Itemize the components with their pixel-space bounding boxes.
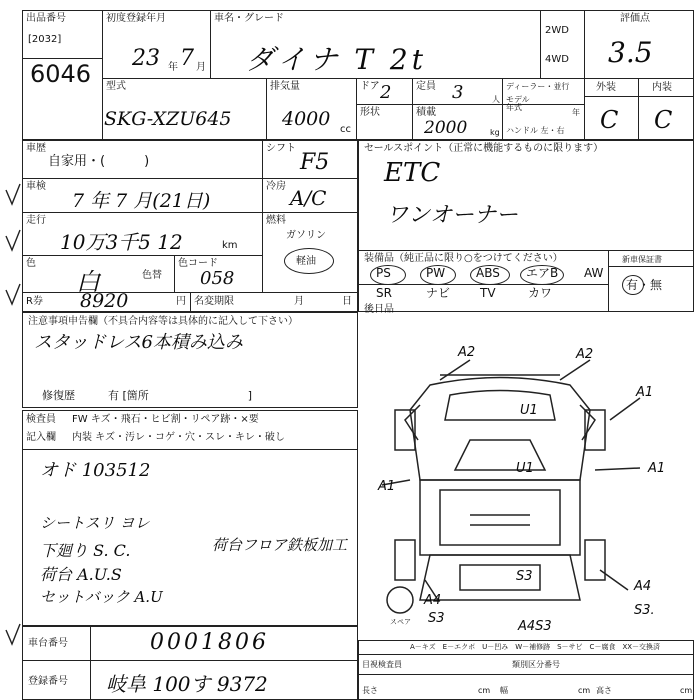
length-cm: cm: [478, 686, 491, 695]
fuel-gasoline: ガソリン: [286, 230, 326, 241]
fuel-label: 燃料: [266, 215, 286, 226]
lot-sub-code: [2032]: [28, 34, 62, 45]
km-unit: km: [222, 240, 238, 251]
inspection-label: 車検: [26, 181, 46, 192]
mark-a4-bottomleft: A4: [424, 593, 442, 608]
visual-inspector-label: 目視検査員: [362, 660, 402, 669]
fuel-selection-circle: [284, 248, 334, 274]
interior-grade: C: [654, 106, 673, 134]
use-label: 車歴: [26, 143, 46, 154]
year-unit: 年: [168, 62, 178, 73]
shift-label: シフト: [266, 143, 296, 154]
color-swap-label: 色替: [142, 270, 162, 281]
length-label: 長さ: [362, 686, 378, 695]
width-cm: cm: [578, 686, 591, 695]
entry-label: 記入欄: [26, 432, 56, 443]
use-value: 自家用・( ): [48, 154, 150, 169]
color-code: 058: [200, 268, 235, 289]
warranty-value: 有・無: [626, 278, 663, 292]
mark-s3-bottomleft: S3: [428, 611, 445, 626]
first-registration-month: 7: [180, 46, 194, 71]
repair-value: 有 [箇所 ]: [108, 389, 253, 402]
capacity-label: 定員: [416, 81, 436, 92]
mark-a2-left: A2: [458, 345, 476, 360]
equip-airbag: エアB: [526, 266, 559, 280]
mark-s3-bottomright: S3.: [634, 603, 655, 618]
exterior-label: 外装: [596, 82, 616, 93]
recycle-value: 8920: [80, 290, 129, 312]
color-code-label: 色コード: [178, 258, 218, 269]
height-cm: cm: [680, 686, 693, 695]
month-unit: 月: [196, 62, 206, 73]
load-value: 2000: [424, 118, 468, 138]
drive-2wd: 2WD: [545, 25, 569, 36]
width-label: 幅: [500, 686, 508, 695]
name-change-month: 月: [294, 296, 304, 307]
chassis-label: 車台番号: [28, 638, 68, 649]
first-registration-year: 23: [132, 46, 160, 71]
kg-unit: kg: [490, 128, 500, 137]
inspector-label: 検査員: [26, 414, 56, 425]
displacement-value: 4000: [282, 108, 331, 130]
underbody-note: 下廻り S. C.: [40, 541, 131, 560]
capacity-value: 3: [452, 82, 464, 103]
equipment-label: 装備品（純正品に限り○をつけてください）: [364, 253, 563, 264]
mark-a1-right: A1: [648, 461, 666, 476]
equip-abs: ABS: [476, 266, 500, 280]
sales-point-line2: ワンオーナー: [386, 203, 519, 228]
cc-unit: cc: [340, 124, 351, 135]
exterior-grade: C: [600, 106, 619, 134]
seat-note: シートスリ ヨレ: [40, 514, 150, 532]
displacement-label: 排気量: [270, 81, 300, 92]
dealer-label: ディーラー・並行: [506, 82, 570, 91]
equip-airbag-circle: [520, 265, 564, 285]
mark-u1-mid: U1: [516, 461, 534, 476]
load-label: 積載: [416, 107, 436, 118]
mark-s3-cab: S3: [516, 569, 533, 584]
equip-pw-circle: [420, 265, 456, 285]
equip-navi: ナビ: [426, 286, 451, 300]
mark-a4-bottomright: A4: [634, 579, 652, 594]
mark-a1-left: A1: [378, 479, 396, 494]
warranty-yes-circle: [622, 275, 644, 295]
doors-label: ドア: [360, 81, 380, 92]
model-label: 型式: [106, 81, 126, 92]
color-label: 色: [26, 258, 36, 269]
plate-label: 登録番号: [28, 676, 68, 687]
doors-value: 2: [380, 82, 392, 103]
car-name-label: 車名・グレード: [214, 13, 284, 24]
drive-4wd: 4WD: [545, 54, 569, 65]
interior-label: 内装: [652, 82, 672, 93]
aircon-label: 冷房: [266, 181, 286, 192]
shape-label: 形状: [360, 107, 380, 118]
equip-aw: AW: [584, 266, 604, 280]
setback-note: セットバック A.U: [40, 588, 163, 606]
inspection-value: 7 年 7 月(21日): [72, 190, 211, 212]
repair-label: 修復歴: [42, 389, 75, 402]
odometer-note: オド 103512: [40, 460, 151, 481]
shift-value: F5: [300, 150, 330, 175]
handle-label: ハンドル 左・右: [506, 126, 565, 135]
model-code: SKG-XZU645: [104, 108, 232, 130]
rating-label: 評価点: [620, 13, 650, 24]
rating-value: 3.5: [608, 36, 653, 69]
class-number-label: 類別区分番号: [512, 660, 560, 669]
yen-unit: 円: [176, 296, 186, 307]
interior-damage-line: 内装 キズ・汚レ・コゲ・穴・スレ・キレ・破し: [72, 432, 285, 443]
mark-a4s3: A4S3: [518, 619, 552, 634]
equipment-row-2: [370, 288, 606, 304]
color-value: 白: [76, 268, 100, 296]
sales-point-line1: ETC: [384, 158, 441, 188]
model-year-label: モデル年式: [506, 95, 530, 112]
height-label: 高さ: [596, 686, 612, 695]
car-name: ダイナ T 2t: [246, 43, 427, 76]
fuel-diesel-selected: 軽油: [296, 256, 316, 267]
equip-ps: PS: [376, 266, 391, 280]
lot-number-label: 出品番号: [26, 13, 66, 24]
bed-note: 荷台 A.U.S: [40, 565, 122, 584]
chassis-number: 0001806: [150, 630, 269, 655]
notes-label: 注意事項申告欄（不具合内容等は具体的に記入して下さい）: [28, 316, 298, 327]
sales-point-label: セールスポイント（正常に機能するものに限ります）: [364, 143, 604, 154]
aircon-value: A/C: [290, 186, 327, 210]
recycle-label: R券: [26, 296, 43, 307]
equip-sr: SR: [376, 286, 392, 300]
warranty-label: 新車保証書: [622, 255, 662, 264]
equip-ps-circle: [370, 265, 406, 285]
spare-label: スペア: [390, 618, 411, 626]
margin-check-marks: [0, 0, 40, 700]
mark-a1-topright: A1: [636, 385, 654, 400]
equip-tv: TV: [480, 286, 496, 300]
mileage-value: 10万3千5 12: [60, 230, 183, 254]
person-unit: 人: [492, 95, 500, 104]
plate-number: 岐阜 100す 9372: [106, 672, 268, 696]
mileage-label: 走行: [26, 215, 46, 226]
year-label: 年: [572, 108, 580, 117]
equip-pw: PW: [426, 266, 446, 280]
lot-number: 6046: [30, 60, 92, 88]
equip-abs-circle: [470, 265, 510, 285]
name-change-day: 日: [342, 296, 352, 307]
equip-leather: カワ: [528, 286, 553, 300]
damage-legend: A－キズ E－エクボ U－凹み W－補修跡 S－サビ C－腐食 XX－交換済: [410, 643, 661, 651]
first-registration-label: 初度登録年月: [106, 13, 166, 24]
mark-a2-right: A2: [576, 347, 594, 362]
notes-text: スタッドレス6本積み込み: [34, 332, 243, 353]
bed-floor-note: 荷台フロア鉄板加工: [212, 536, 348, 554]
name-change-label: 名変期限: [194, 296, 234, 307]
fw-line: FW キズ・飛石・ヒビ割・リペア跡・×要: [72, 414, 259, 425]
mark-u1-top: U1: [520, 403, 538, 418]
later-items-label: 後日品: [364, 304, 394, 315]
